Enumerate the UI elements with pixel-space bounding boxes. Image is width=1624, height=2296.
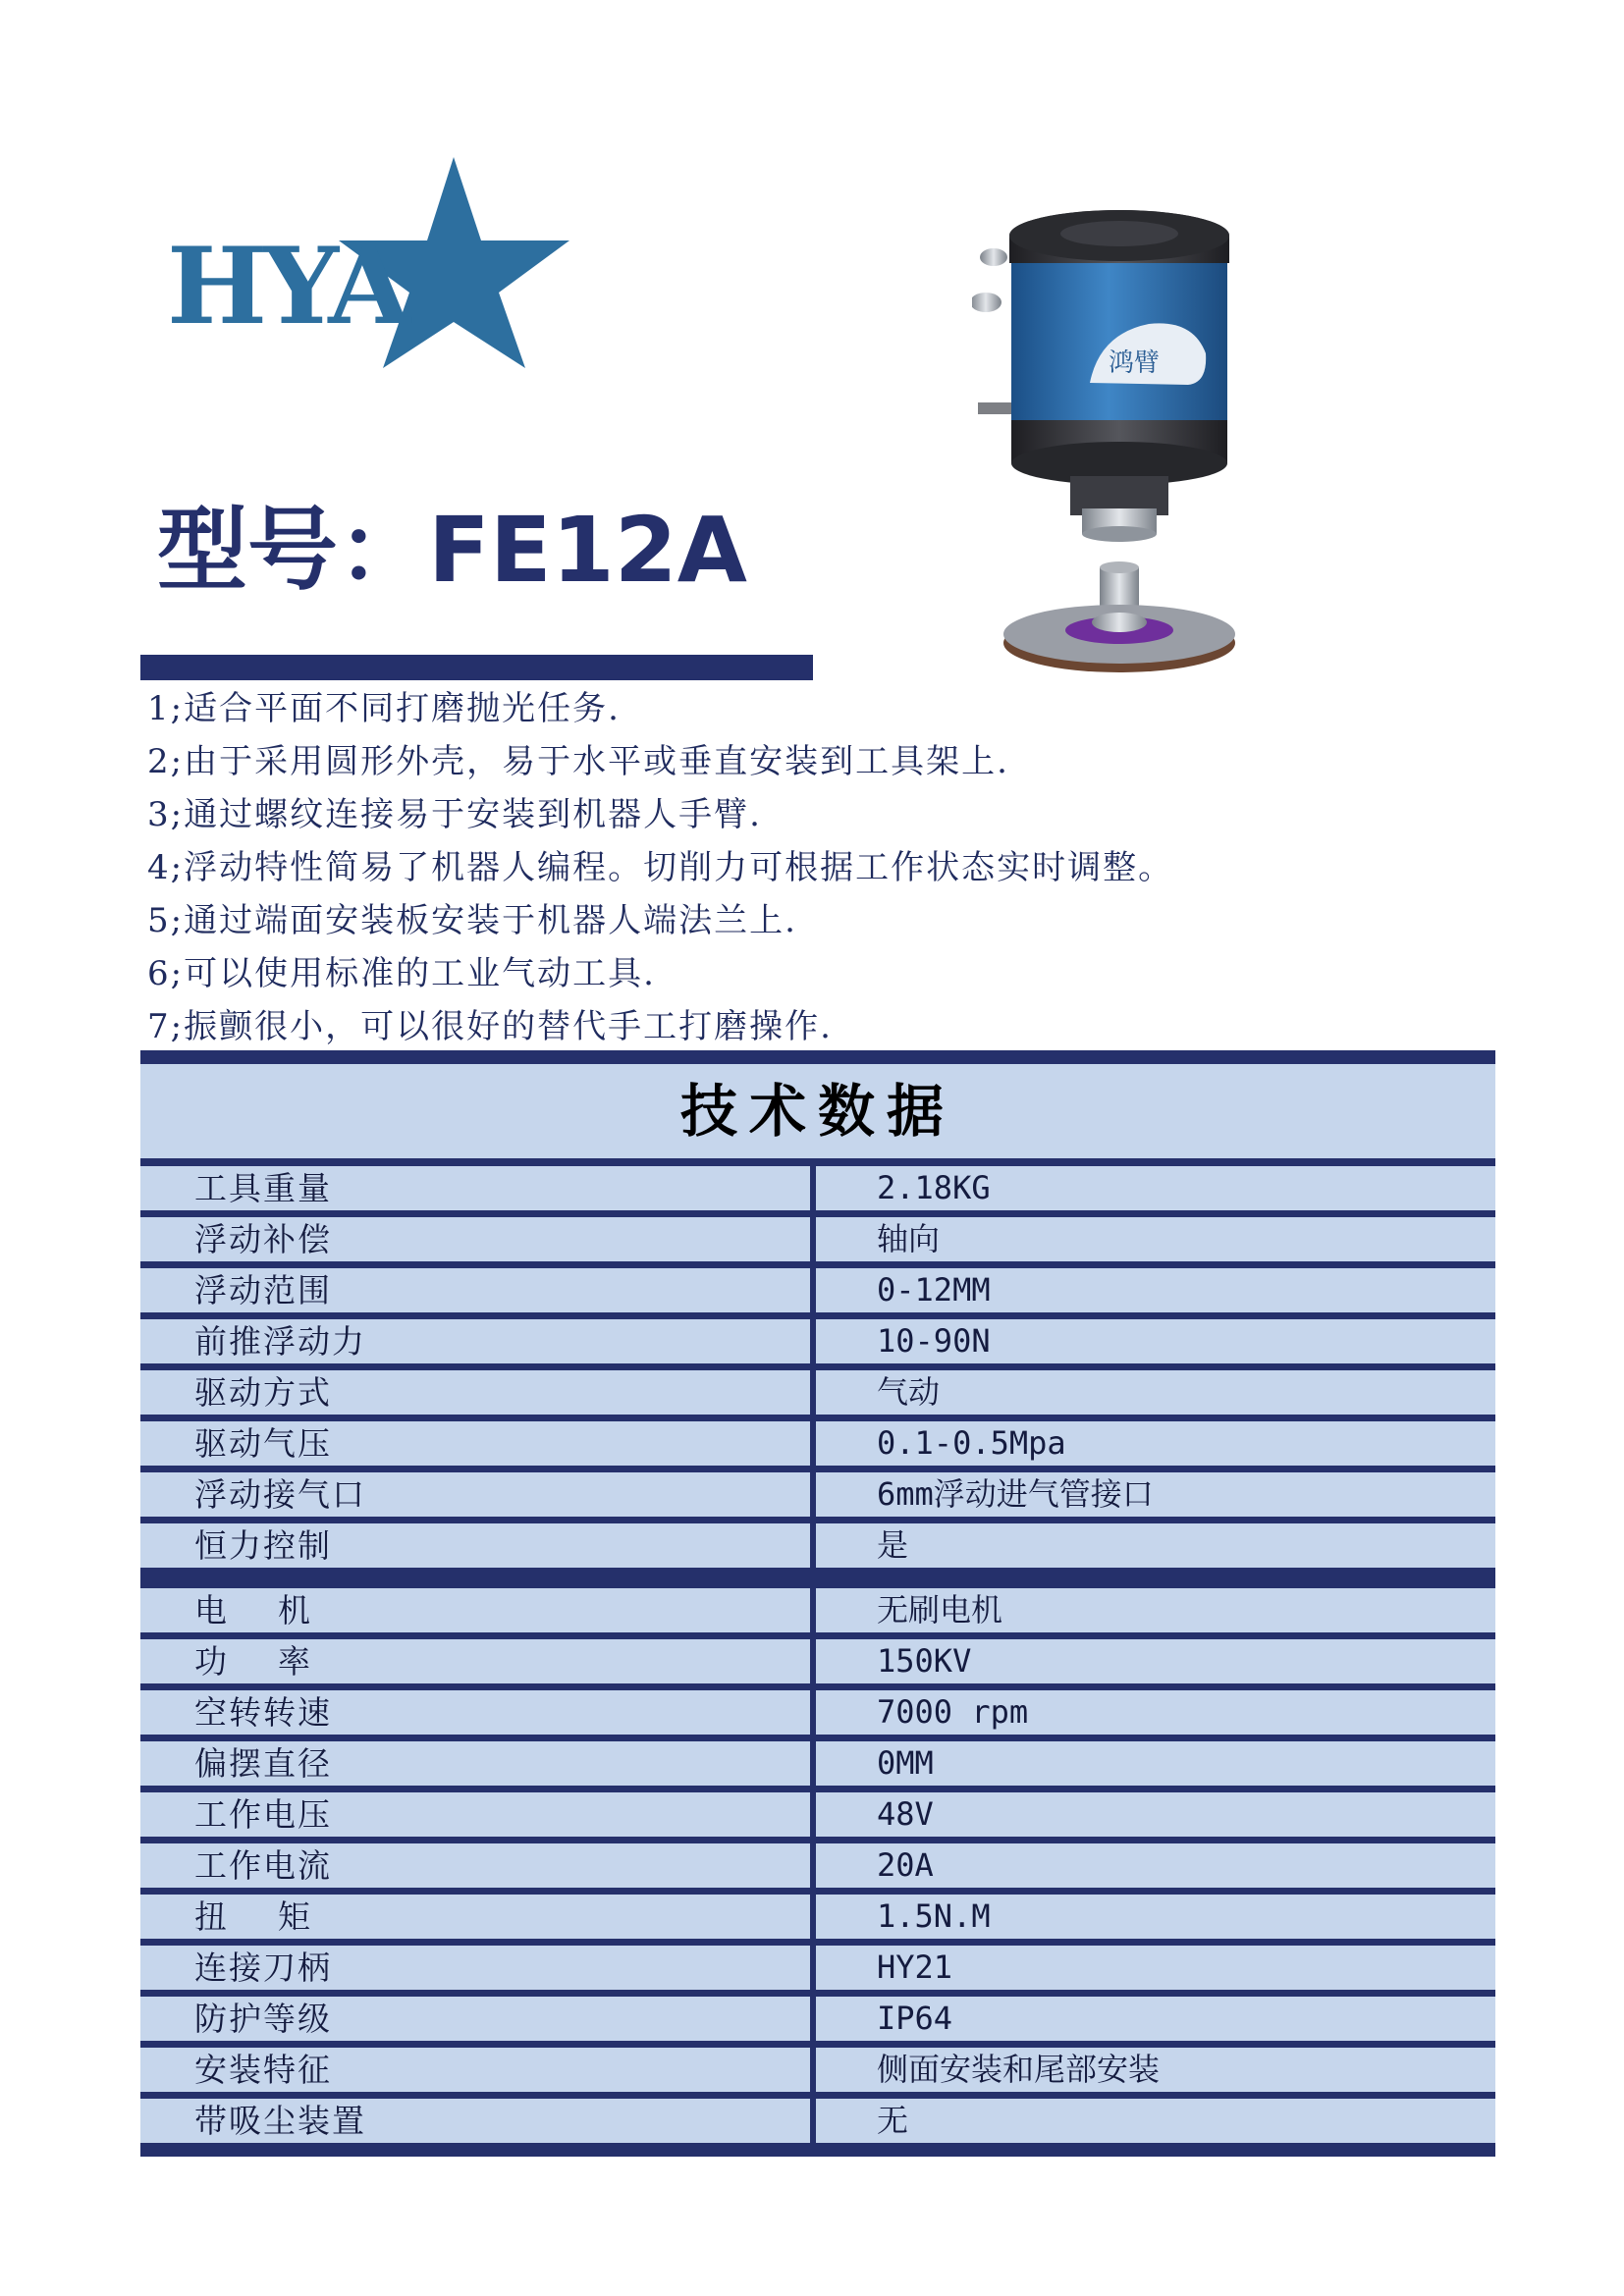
- column-separator: [810, 1319, 816, 1363]
- column-separator: [810, 1843, 816, 1888]
- spec-value: IP64: [877, 2000, 953, 2037]
- column-separator: [810, 1268, 816, 1312]
- feature-item: 1;适合平面不同打磨抛光任务.: [147, 689, 621, 728]
- spec-label: 电 机: [194, 1591, 312, 1629]
- spec-label: 驱动方式: [194, 1373, 332, 1412]
- spec-value: 气动: [877, 1373, 941, 1411]
- spec-label: 浮动补偿: [194, 1220, 332, 1258]
- feature-item: 7;振颤很小，可以很好的替代手工打磨操作.: [147, 1007, 833, 1046]
- spec-value: 7000 rpm: [877, 1693, 1029, 1731]
- spec-value: 2.18KG: [877, 1169, 991, 1206]
- spec-value: 20A: [877, 1846, 934, 1884]
- column-separator: [810, 1946, 816, 1990]
- spec-value: 是: [877, 1526, 909, 1564]
- spec-value: 10-90N: [877, 1322, 991, 1360]
- spec-value: 6mm浮动进气管接口: [877, 1475, 1154, 1513]
- spec-label: 恒力控制: [194, 1526, 332, 1565]
- model-heading: [157, 498, 747, 603]
- table-row: [140, 1523, 1495, 1575]
- product-caption: 鸿臂: [1108, 348, 1161, 378]
- table-row: [140, 1217, 1495, 1268]
- spec-label: 驱动气压: [194, 1424, 332, 1463]
- spec-label: 功 率: [194, 1642, 312, 1681]
- feature-item: 6;可以使用标准的工业气动工具.: [147, 954, 656, 993]
- table-border: [140, 1050, 1495, 1064]
- spec-label: 带吸尘装置: [194, 2102, 366, 2140]
- table-row: [140, 2099, 1495, 2157]
- table-row: [140, 1268, 1495, 1319]
- spec-title: 技术数据: [140, 1064, 1495, 1158]
- spec-label: 浮动范围: [194, 1271, 332, 1309]
- spec-label: 工作电流: [194, 1846, 332, 1885]
- spec-value: 0MM: [877, 1744, 934, 1782]
- spec-value: 侧面安装和尾部安装: [877, 2051, 1161, 2088]
- model-label: 型号：: [157, 498, 429, 603]
- spec-value: 0-12MM: [877, 1271, 991, 1308]
- table-row: [140, 1421, 1495, 1472]
- column-separator: [810, 2048, 816, 2092]
- spec-label: 空转转速: [194, 1693, 332, 1732]
- column-separator: [810, 1421, 816, 1466]
- feature-item: 2;由于采用圆形外壳，易于水平或垂直安装到工具架上.: [147, 742, 1009, 781]
- table-row: [140, 1895, 1495, 1946]
- spec-label: 防护等级: [194, 2000, 332, 2038]
- table-row: [140, 1472, 1495, 1523]
- spec-value: 无刷电机: [877, 1591, 1003, 1629]
- model-underline: [140, 655, 813, 680]
- column-separator: [810, 1472, 816, 1517]
- spec-value: 48V: [877, 1795, 934, 1833]
- spec-label: 浮动接气口: [194, 1475, 366, 1514]
- table-row: [140, 1639, 1495, 1690]
- feature-list: [147, 682, 1173, 1053]
- column-separator: [810, 1792, 816, 1837]
- column-separator: [810, 1639, 816, 1683]
- column-separator: [810, 1217, 816, 1261]
- table-row: [140, 1741, 1495, 1792]
- spec-label: 偏摆直径: [194, 1744, 332, 1783]
- table-row: [140, 2048, 1495, 2099]
- spec-value: 无: [877, 2102, 909, 2139]
- spec-value: 150KV: [877, 1642, 972, 1680]
- table-row: [140, 1792, 1495, 1843]
- group-divider: [140, 1575, 1495, 1588]
- column-separator: [810, 1370, 816, 1415]
- table-row: [140, 1319, 1495, 1370]
- column-separator: [810, 2099, 816, 2143]
- spec-label: 工具重量: [194, 1169, 332, 1207]
- spec-value: 轴向: [877, 1220, 941, 1257]
- table-row: [140, 1166, 1495, 1217]
- column-separator: [810, 1997, 816, 2041]
- spec-label: 扭 矩: [194, 1897, 312, 1936]
- column-separator: [810, 1588, 816, 1632]
- feature-item: 4;浮动特性简易了机器人编程。切削力可根据工作状态实时调整。: [147, 848, 1174, 887]
- spec-label: 安装特征: [194, 2051, 332, 2089]
- column-separator: [810, 1690, 816, 1735]
- table-row: [140, 1946, 1495, 1997]
- table-row: [140, 1997, 1495, 2048]
- spec-label: 连接刀柄: [194, 1949, 332, 1987]
- table-row: [140, 1843, 1495, 1895]
- spec-value: 1.5N.M: [877, 1897, 991, 1935]
- table-row: [140, 1690, 1495, 1741]
- feature-item: 5;通过端面安装板安装于机器人端法兰上.: [147, 901, 797, 940]
- spec-value: 0.1-0.5Mpa: [877, 1424, 1066, 1462]
- spec-value: HY21: [877, 1949, 953, 1986]
- table-row: [140, 1588, 1495, 1639]
- company-logo: [167, 157, 579, 368]
- table-border: [140, 1158, 1495, 1166]
- table-row: [140, 1370, 1495, 1421]
- spec-label: 工作电压: [194, 1795, 332, 1834]
- column-separator: [810, 1523, 816, 1568]
- logo-text: HYA: [167, 225, 407, 348]
- column-separator: [810, 1895, 816, 1939]
- column-separator: [810, 1166, 816, 1210]
- feature-item: 3;通过螺纹连接易于安装到机器人手臂.: [147, 795, 762, 834]
- column-separator: [810, 1741, 816, 1786]
- product-image: [972, 196, 1267, 687]
- spec-table: [140, 1050, 1495, 2157]
- spec-label: 前推浮动力: [194, 1322, 366, 1361]
- model-value: FE12A: [428, 498, 747, 603]
